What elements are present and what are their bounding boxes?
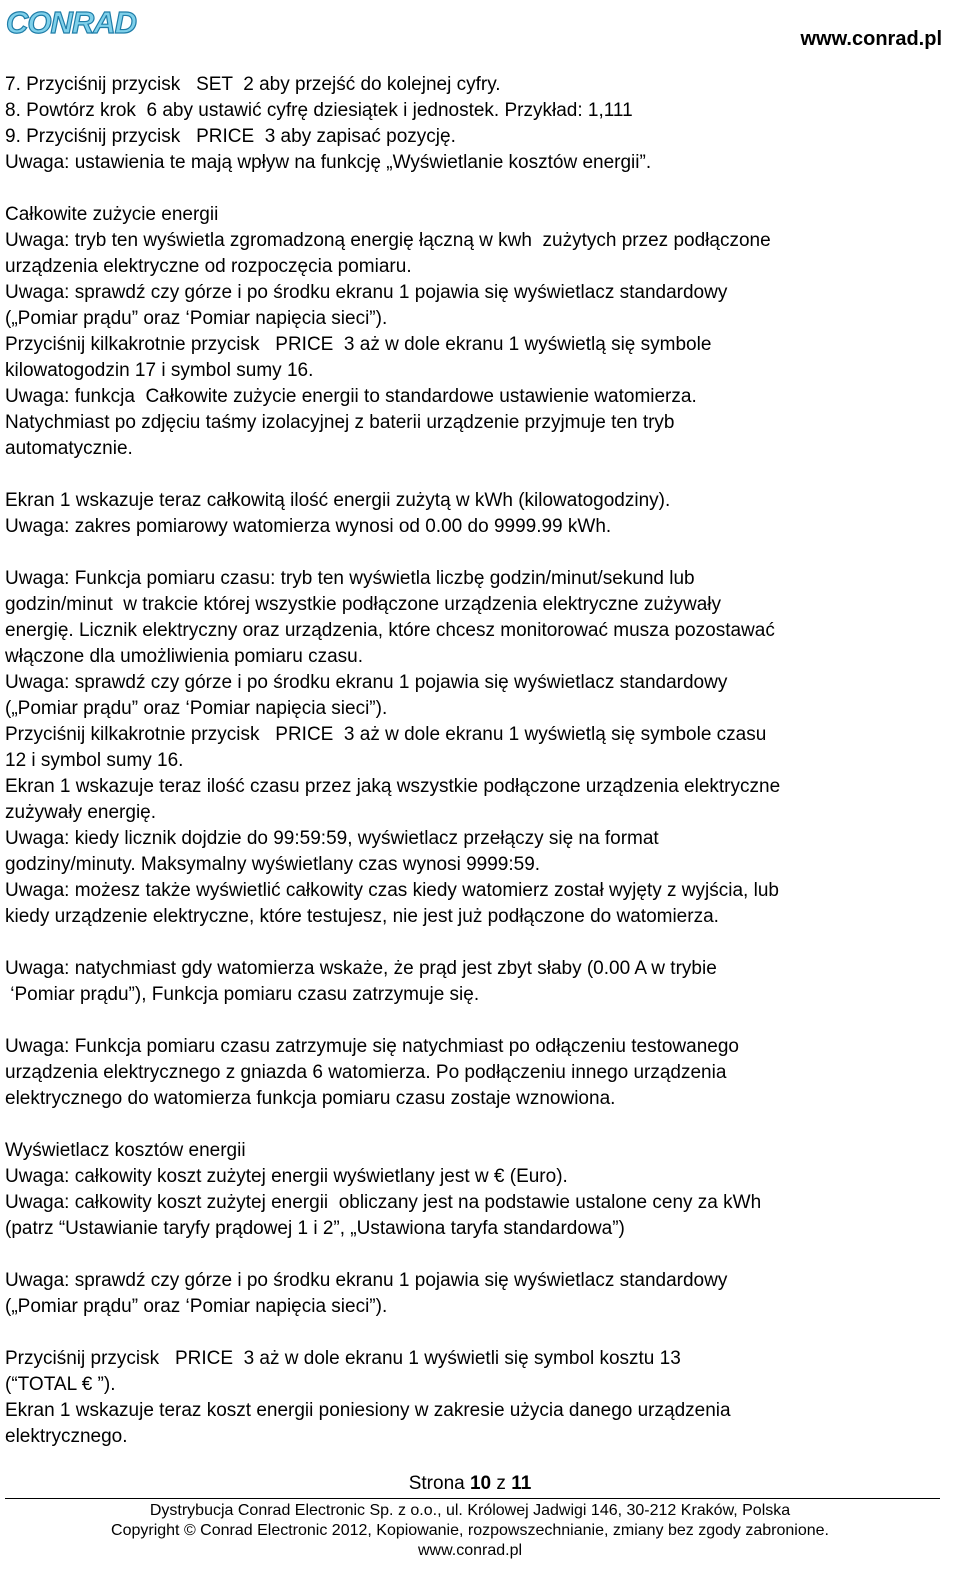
footer-url: www.conrad.pl [417,1542,523,1559]
text-line: Uwaga: Funkcja pomiaru czasu zatrzymuje się natychmiast po odłączeniu testowanego [5,1036,739,1057]
text-line: Natychmiast po zdjęciu taśmy izolacyjnej z baterii urządzenie przyjmuje ten tryb [5,412,675,433]
text-line: 12 i symbol sumy 16. [5,750,184,771]
footer-divider [5,1498,940,1499]
text-line: Uwaga: ustawienia te mają wpływ na funkcję „Wyświetlanie kosztów energii”. [5,152,652,173]
paragraph [5,1138,945,1242]
text-line: Uwaga: całkowity koszt zużytej energii wyświetlany jest w € (Euro). [5,1166,568,1187]
footer-address: Dystrybucja Conrad Electronic Sp. z o.o., ul. Królowej Jadwigi 146, 30-212 Kraków, Polska [149,1502,791,1519]
text-line: zużywały energię. [5,802,157,823]
text-line: Uwaga: funkcja Całkowite zużycie energii to standardowe ustawienie watomierza. [5,386,697,407]
text-line: włączone dla umożliwienia pomiaru czasu. [5,646,364,667]
paragraph-gap [5,176,945,202]
page-number [0,1471,940,1497]
text-line: godziny/minuty. Maksymalny wyświetlany czas wynosi 9999:59. [5,854,541,875]
text-line: Ekran 1 wskazuje teraz koszt energii poniesiony w zakresie użycia danego urządzenia [5,1400,731,1421]
paragraph-gap [5,1008,945,1034]
footer-copyright: Copyright © Conrad Electronic 2012, Kopiowanie, rozpowszechnianie, zmiany bez zgody zabronione. [111,1522,829,1539]
text-line: kiedy urządzenie elektryczne, które testujesz, nie jest już podłączone do watomierza. [5,906,719,927]
text-line: 7. Przyciśnij przycisk SET 2 aby przejść do kolejnej cyfry. [5,74,501,95]
text-line: Wyświetlacz kosztów energii [5,1140,246,1161]
text-line: (“TOTAL € ”). [5,1374,116,1395]
header-site-url: www.conrad.pl [800,28,942,50]
text-line: 9. Przyciśnij przycisk PRICE 3 aby zapisać pozycję. [5,126,456,147]
text-line: Całkowite zużycie energii [5,204,219,225]
paragraph-gap [5,930,945,956]
text-line: Ekran 1 wskazuje teraz całkowitą ilość energii zużytą w kWh (kilowatogodziny). [5,490,671,511]
text-line: elektrycznego do watomierza funkcja pomiaru czasu zostaje wznowiona. [5,1088,616,1109]
text-line: Uwaga: kiedy licznik dojdzie do 99:59:59, wyświetlacz przełączy się na format [5,828,659,849]
text-line: Ekran 1 wskazuje teraz ilość czasu przez jaką wszystkie podłączone urządzenia elektryczne [5,776,781,797]
text-line: Przyciśnij przycisk PRICE 3 aż w dole ekranu 1 wyświetli się symbol kosztu 13 [5,1348,681,1369]
paragraph [5,566,945,930]
paragraph-gap [5,540,945,566]
paragraph-gap [5,1112,945,1138]
text-line: („Pomiar prądu” oraz ‘Pomiar napięcia sieci”). [5,698,388,719]
page-number-prefix: Strona [408,1473,470,1494]
conrad-logo [4,2,154,42]
text-line: Przyciśnij kilkakrotnie przycisk PRICE 3 aż w dole ekranu 1 wyświetlą się symbole czasu [5,724,767,745]
paragraph [5,1268,945,1320]
text-line: („Pomiar prądu” oraz ‘Pomiar napięcia sieci”). [5,308,388,329]
logo-text: CONRAD [6,5,137,40]
text-line: urządzenia elektrycznego z gniazda 6 watomierza. Po podłączeniu innego urządzenia [5,1062,727,1083]
text-line: Uwaga: zakres pomiarowy watomierza wynosi od 0.00 do 9999.99 kWh. [5,516,612,537]
page-footer [0,1501,940,1561]
paragraph [5,72,945,176]
text-line: Uwaga: sprawdź czy górze i po środku ekranu 1 pojawia się wyświetlacz standardowy [5,282,728,303]
text-line: godzin/minut w trakcie której wszystkie podłączone urządzenia elektryczne zużywały [5,594,721,615]
paragraph [5,956,945,1008]
paragraph [5,1034,945,1112]
text-line: Uwaga: możesz także wyświetlić całkowity czas kiedy watomierz został wyjęty z wyjścia, lub [5,880,779,901]
text-line: ‘Pomiar prądu”), Funkcja pomiaru czasu zatrzymuje się. [5,984,480,1005]
text-line: Uwaga: sprawdź czy górze i po środku ekranu 1 pojawia się wyświetlacz standardowy [5,672,728,693]
paragraph-gap [5,462,945,488]
text-line: urządzenia elektryczne od rozpoczęcia pomiaru. [5,256,412,277]
text-line: Uwaga: sprawdź czy górze i po środku ekranu 1 pojawia się wyświetlacz standardowy [5,1270,728,1291]
page-number-separator: z [491,1473,512,1494]
paragraph [5,1346,945,1450]
document-body [5,72,945,1450]
page-number-total: 11 [511,1473,532,1494]
text-line: Uwaga: Funkcja pomiaru czasu: tryb ten wyświetla liczbę godzin/minut/sekund lub [5,568,695,589]
text-line: kilowatogodzin 17 i symbol sumy 16. [5,360,314,381]
text-line: elektrycznego. [5,1426,128,1447]
paragraph-gap [5,1242,945,1268]
paragraph [5,202,945,462]
page-number-current: 10 [469,1473,492,1494]
text-line: Uwaga: tryb ten wyświetla zgromadzoną energię łączną w kwh zużytych przez podłączone [5,230,771,251]
text-line: (patrz “Ustawianie taryfy prądowej 1 i 2”, „Ustawiona taryfa standardowa”) [5,1218,625,1239]
text-line: Przyciśnij kilkakrotnie przycisk PRICE 3 aż w dole ekranu 1 wyświetlą się symbole [5,334,712,355]
text-line: automatycznie. [5,438,133,459]
text-line: 8. Powtórz krok 6 aby ustawić cyfrę dziesiątek i jednostek. Przykład: 1,111 [5,100,633,121]
text-line: Uwaga: całkowity koszt zużytej energii obliczany jest na podstawie ustalone ceny za kWh [5,1192,762,1213]
text-line: Uwaga: natychmiast gdy watomierza wskaże, że prąd jest zbyt słaby (0.00 A w trybie [5,958,717,979]
paragraph-gap [5,1320,945,1346]
paragraph [5,488,945,540]
text-line: („Pomiar prądu” oraz ‘Pomiar napięcia sieci”). [5,1296,388,1317]
text-line: energię. Licznik elektryczny oraz urządzenia, które chcesz monitorować musza pozostawać [5,620,775,641]
